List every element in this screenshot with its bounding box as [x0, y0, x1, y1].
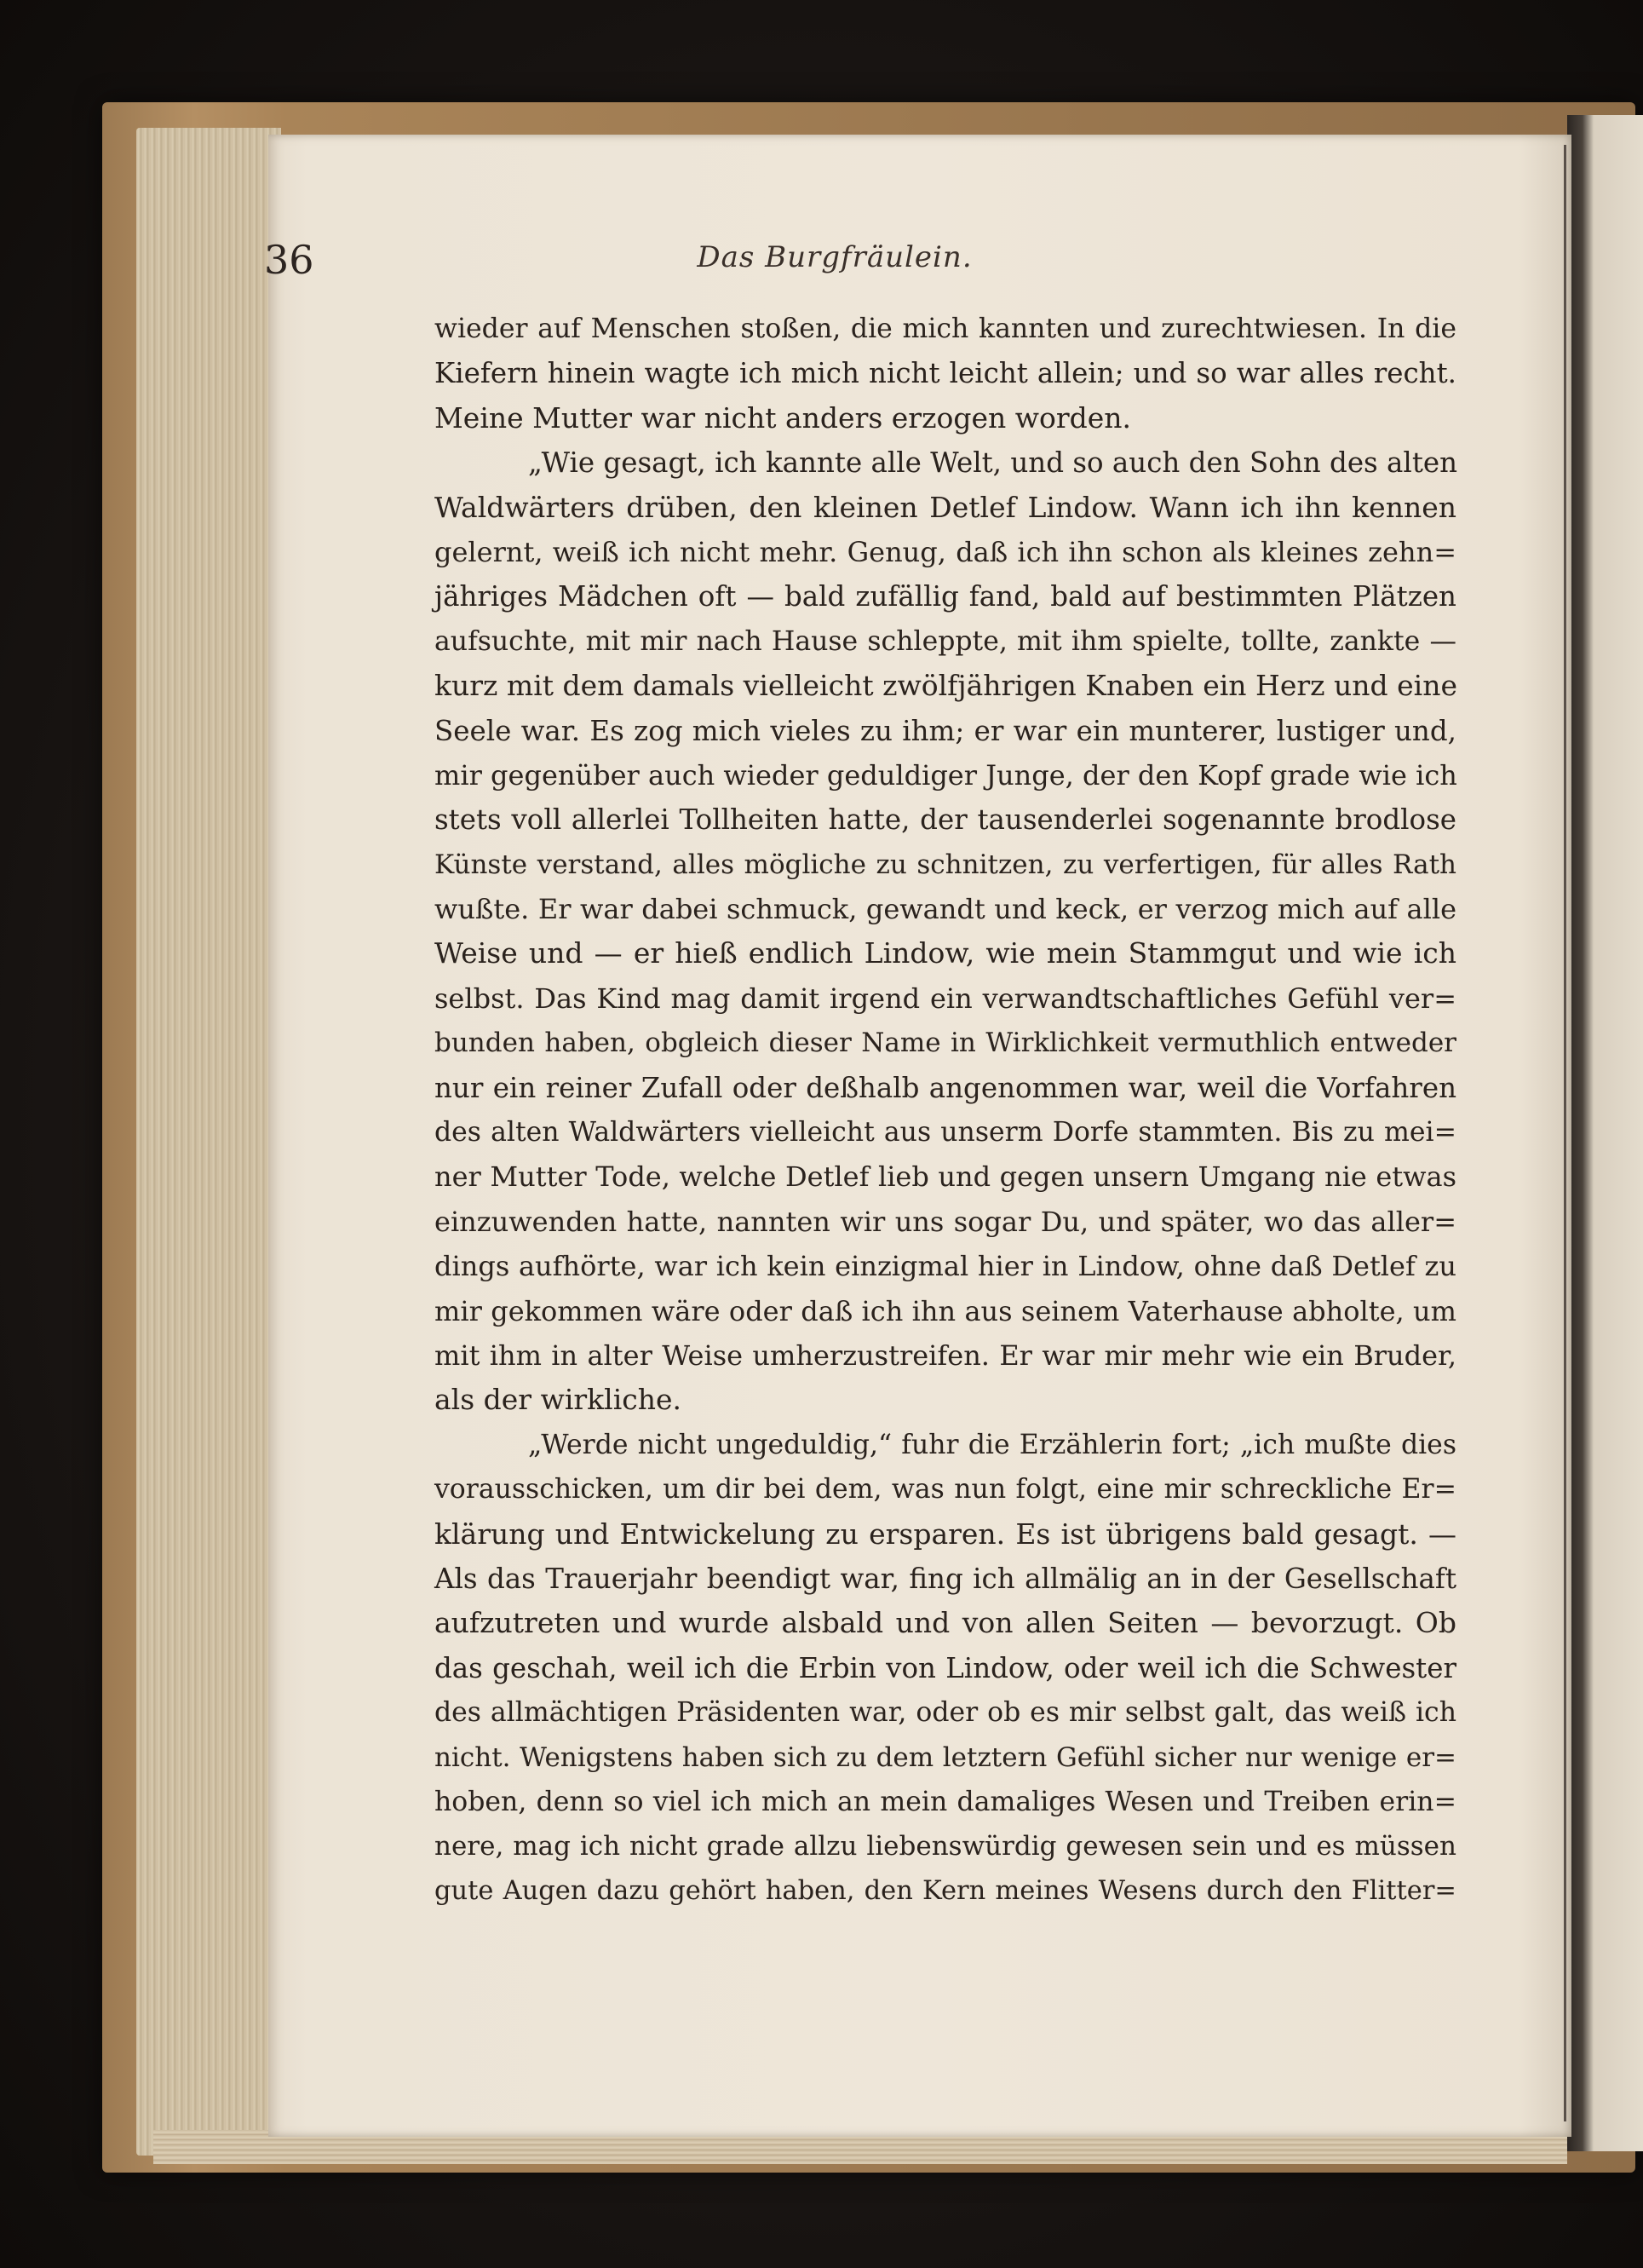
text-line: nur ein reiner Zufall oder deßhalb angenommen war, weil die Vorfahren — [434, 1071, 1456, 1104]
text-line: dings aufhörte, war ich kein einzigmal hier in Lindow, ohne daß Detlef zu — [434, 1250, 1456, 1283]
text-line: kurz mit dem damals vielleicht zwölfjährigen Knaben ein Herz und eine — [434, 669, 1457, 703]
text-line: des allmächtigen Präsidenten war, oder ob es mir selbst galt, das weiß ich — [434, 1697, 1456, 1729]
text-line: mit ihm in alter Weise umherzustreifen. Er war mir mehr wie ein Bruder, — [434, 1338, 1456, 1372]
text-line: nere, mag ich nicht grade allzu liebenswürdig gewesen sein und es müssen — [434, 1831, 1456, 1862]
text-line: das geschah, weil ich die Erbin von Lindow, oder weil ich die Schwester — [434, 1651, 1456, 1684]
text-line: Meine Mutter war nicht anders erzogen worden. — [434, 400, 1132, 435]
text-line: vorausschicken, um dir bei dem, was nun folgt, eine mir schreckliche Er= — [434, 1474, 1456, 1505]
text-line: wieder auf Menschen stoßen, die mich kannten und zurechtwiesen. In die — [434, 314, 1456, 344]
text-line: „Werde nicht ungeduldig,“ fuhr die Erzählerin fort; „ich mußte dies — [528, 1429, 1456, 1460]
text-line: Seele war. Es zog mich vieles zu ihm; er war ein munterer, lustiger und, — [434, 714, 1456, 747]
text-line: als der wirkliche. — [434, 1383, 682, 1417]
text-line: bunden haben, obgleich dieser Name in Wirklichkeit vermuthlich entweder — [434, 1028, 1456, 1059]
text-line: einzuwenden hatte, nannten wir uns sogar Du, und später, wo das aller= — [434, 1205, 1456, 1238]
text-line: aufzutreten und wurde alsbald und von allen Seiten — bevorzugt. Ob — [434, 1606, 1456, 1640]
text-line: Künste verstand, alles mögliche zu schnitzen, zu verfertigen, für alles Rath — [434, 849, 1456, 880]
text-line: gute Augen dazu gehört haben, den Kern meines Wesens durch den Flitter= — [434, 1875, 1456, 1906]
text-line: mir gekommen wäre oder daß ich ihn aus seinem Vaterhause abholte, um — [434, 1294, 1456, 1327]
text-line: nicht. Wenigstens haben sich zu dem letztern Gefühl sicher nur wenige er= — [434, 1741, 1456, 1773]
text-line: des alten Waldwärters vielleicht aus unserm Dorfe stammten. Bis zu mei= — [434, 1117, 1456, 1148]
page-number: 36 — [264, 237, 314, 283]
text-line: Kiefern hinein wagte ich mich nicht leicht allein; und so war alles recht. — [434, 357, 1456, 390]
text-line: gelernt, weiß ich nicht mehr. Genug, daß ich ihn schon als kleines zehn= — [434, 535, 1456, 568]
gutter-line — [1564, 145, 1566, 2121]
body-text — [434, 307, 1456, 1914]
text-line: jähriges Mädchen oft — bald zufällig fand, bald auf bestimmten Plätzen — [434, 580, 1456, 613]
text-line: wußte. Er war dabei schmuck, gewandt und keck, er verzog mich auf alle — [434, 893, 1456, 926]
text-line: klärung und Entwickelung zu ersparen. Es ist übrigens bald gesagt. — — [434, 1517, 1456, 1551]
text-line: Weise und — er hieß endlich Lindow, wie mein Stammgut und wie ich — [434, 936, 1456, 970]
text-line: selbst. Das Kind mag damit irgend ein verwandtschaftliches Gefühl ver= — [434, 981, 1456, 1015]
text-line: stets voll allerlei Tollheiten hatte, der tausenderlei sogenannte brodlose — [434, 803, 1456, 837]
running-head: Das Burgfräulein. — [697, 240, 973, 274]
text-line: aufsuchte, mit mir nach Hause schleppte, mit ihm spielte, tollte, zankte — — [434, 625, 1456, 657]
text-line: Waldwärters drüben, den kleinen Detlef Lindow. Wann ich ihn kennen — [434, 490, 1456, 524]
text-line: mir gegenüber auch wieder geduldiger Junge, der den Kopf grade wie ich — [434, 758, 1457, 791]
text-line: hoben, denn so viel ich mich an mein damaliges Wesen und Treiben erin= — [434, 1786, 1456, 1817]
facing-page-edge — [1567, 115, 1643, 2151]
text-line: „Wie gesagt, ich kannte alle Welt, und so auch den Sohn des alten — [528, 446, 1458, 480]
text-line: Als das Trauerjahr beendigt war, fing ich allmälig an in der Gesellschaft — [434, 1562, 1456, 1595]
page-edges-left — [136, 128, 281, 2156]
text-line: ner Mutter Tode, welche Detlef lieb und gegen unsern Umgang nie etwas — [434, 1160, 1456, 1194]
